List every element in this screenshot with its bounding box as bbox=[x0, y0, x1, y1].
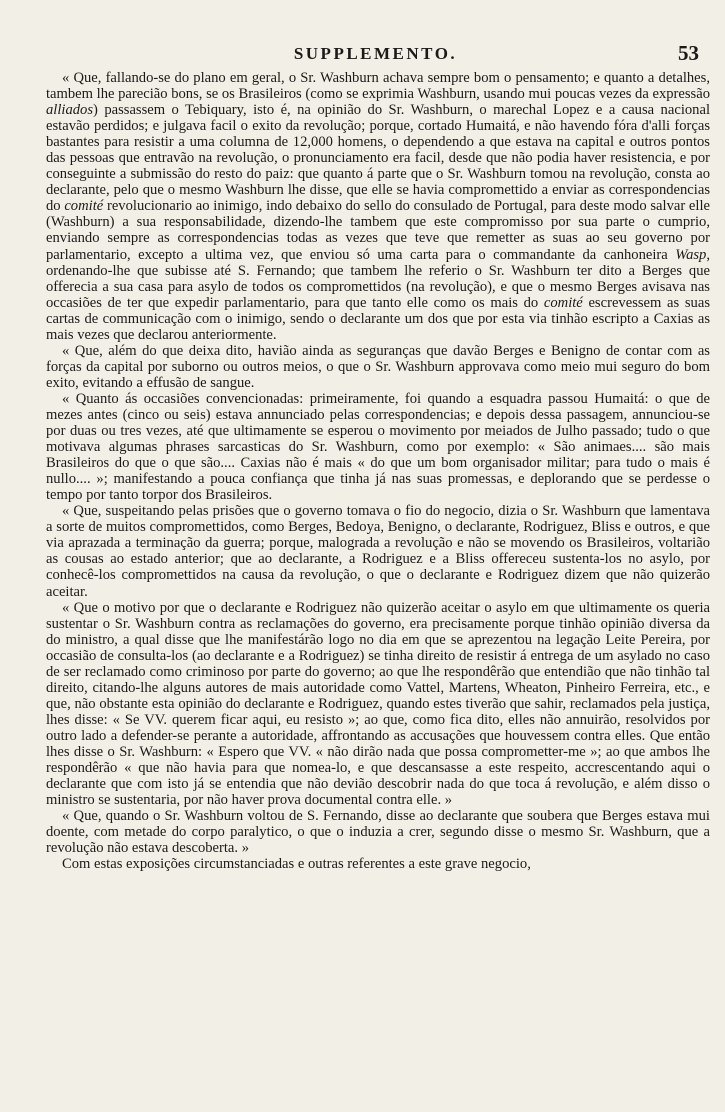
paragraph-3: « Quanto ás occasiões convencionadas: primeiramente, foi quando a esquadra passou Humaitá: o que de mezes antes (cinco ou seis) estava annunciado pelas correspondencias; e depois dessa passagem, annunciou-se por duas ou tres vezes, até que ultimamente se esperou o movimento por meiados de Julho passado; tudo o que motivava algumas phrases sarcasticas do Sr. Washburn, como por exemplo: « São animaes.... são mais Brasileiros do que o que são.... Caxias não é mais « do que um bom organisador militar; para tudo o mais é nullo.... »; manifestando a pouca confiança que tinha já nas suas promessas, e deplorando que se perdesse o tempo por tanto torpor dos Brasileiros. bbox=[46, 390, 710, 504]
page-number: 53 bbox=[678, 41, 699, 65]
page-header bbox=[46, 41, 705, 68]
paragraph-1: « Que, fallando-se do plano em geral, o Sr. Washburn achava sempre bom o pensamento; e quanto a detalhes, tambem lhe parecião bons, se os Brasileiros (como se exprimia Washburn, usando mui poucas vezes da expressão alliados) passassem o Tebiquary, isto é, na opinião do Sr. Washburn, o marechal Lopez e a causa nacional estavão perdidos; e julgava facil o exito da revolução; porque, cortado Humaitá, e não havendo fóra d'alli forças bastantes para resistir a uma columna de 12,000 homens, o dependendo a que estava na capital e outros pontos das pessoas que entravão na revolução, o pronunciamento era facil, desde que não podia haver resistencia, e por conseguinte a submissão do resto do paiz: que quanto á parte que o Sr. Washburn tomou na revolução, consta ao declarante, pelo que o mesmo Washburn lhe disse, que elle se havia compromettido a enviar as correspondencias do comité revolucionario ao inimigo, indo debaixo do sello do consulado de Portugal, para deste modo salvar elle (Washburn) a sua responsabilidade, dizendo-lhe tambem que este compromisso por sua parte o cumprio, enviando sempre as correspondencias todas as vezes que teve que remetter as suas ao seu governo por parlamentario, excepto a ultima vez, que enviou só uma carta para o commandante da canhoneira Wasp, ordenando-lhe que subisse até S. Fernando; que tambem lhe referio o Sr. Washburn ter dito a Berges que offerecia a sua casa para asylo de todos os compromettidos (na revolução), e que o mesmo Berges avisava nas occasiões de ter que expedir parlamentario, para que tanto elle como os mais do comité escrevessem as suas cartas de communicação com o inimigo, sendo o declarante um dos que por esta via tinhão escripto a Caxias as mais vezes que declarou anteriormente. bbox=[46, 70, 711, 343]
body-text bbox=[46, 70, 710, 872]
paragraph-6: « Que, quando o Sr. Washburn voltou de S. Fernando, disse ao declarante que soubera que Berges estava mui doente, com metade do corpo paralytico, o que o induzia a crer, segundo disse o mesmo Sr. Washburn, que a revolução não estava descoberta. » bbox=[46, 808, 710, 857]
paragraph-2: « Que, além do que deixa dito, havião ainda as seguranças que davão Berges e Benigno de contar com as forças da capital por suborno ou outros meios, o que o Sr. Washburn approvava como meio mui seguro do bom exito, evitando a effusão de sangue. bbox=[46, 342, 710, 391]
paragraph-7: Com estas exposições circumstanciadas e outras referentes a este grave negocio, bbox=[62, 856, 531, 873]
running-head: SUPPLEMENTO. bbox=[293, 44, 458, 63]
paragraph-4: « Que, suspeitando pelas prisões que o governo tomava o fio do negocio, dizia o Sr. Washburn que lamentava a sorte de muitos compromettidos, como Berges, Bedoya, Benigno, o declarante, Rodriguez, Bliss e outros, e que via aprazada a terminação da guerra; porque, malograda a revolução e não se movendo os Brasileiros, voltarião as cousas ao estado anterior; que ao declarante, a Rodriguez e a Bliss offereceu sustenta-los no asylo, por conhecê-los compromettidos na causa da revolução, o que o declarante e Rodriguez dizem que não quizerão aceitar. bbox=[46, 503, 710, 600]
paragraph-5: « Que o motivo por que o declarante e Rodriguez não quizerão aceitar o asylo em que ultimamente os queria sustentar o Sr. Washburn contra as reclamações do governo, era precisamente porque tinhão opinião diversa da do ministro, a qual disse que lhe manifestárão logo no dia em que se aprezentou na legação Leite Pereira, por occasião de consulta-los (ao declarante e a Rodriguez) se tinha direito de resistir á entrega de um asylado no caso de ser reclamado como criminoso por parte do governo; ao que lhe respondêrão que entendião que não tinhão tal direito, citando-lhe alguns autores de mais autoridade como Vattel, Martens, Wheaton, Pinheiro Ferreira, etc., e que, não obstante esta opinião do declarante e Rodriguez, quando estes tiverão que sahir, reclamados pela justiça, lhes disse: « Se VV. querem ficar aqui, eu resisto »; ao que, como fica dito, elles não annuirão, resolvidos por outro lado a defender-se perante a autoridade, affrontando as accusações que houvessem contra elles. Que então lhes disse o Sr. Washburn: « Espero que VV. « não dirão nada que possa comprometter-me »; ao que ambos lhe respondêrão « que não havia para que nomea-lo, e que descansasse a este respeito, accrescentando aqui o declarante que com isto já se entendia que não devião descobrir nada do que toca á revolução, e além disso o ministro se sustentaria, por não haver prova documental contra elle. » bbox=[46, 599, 710, 809]
